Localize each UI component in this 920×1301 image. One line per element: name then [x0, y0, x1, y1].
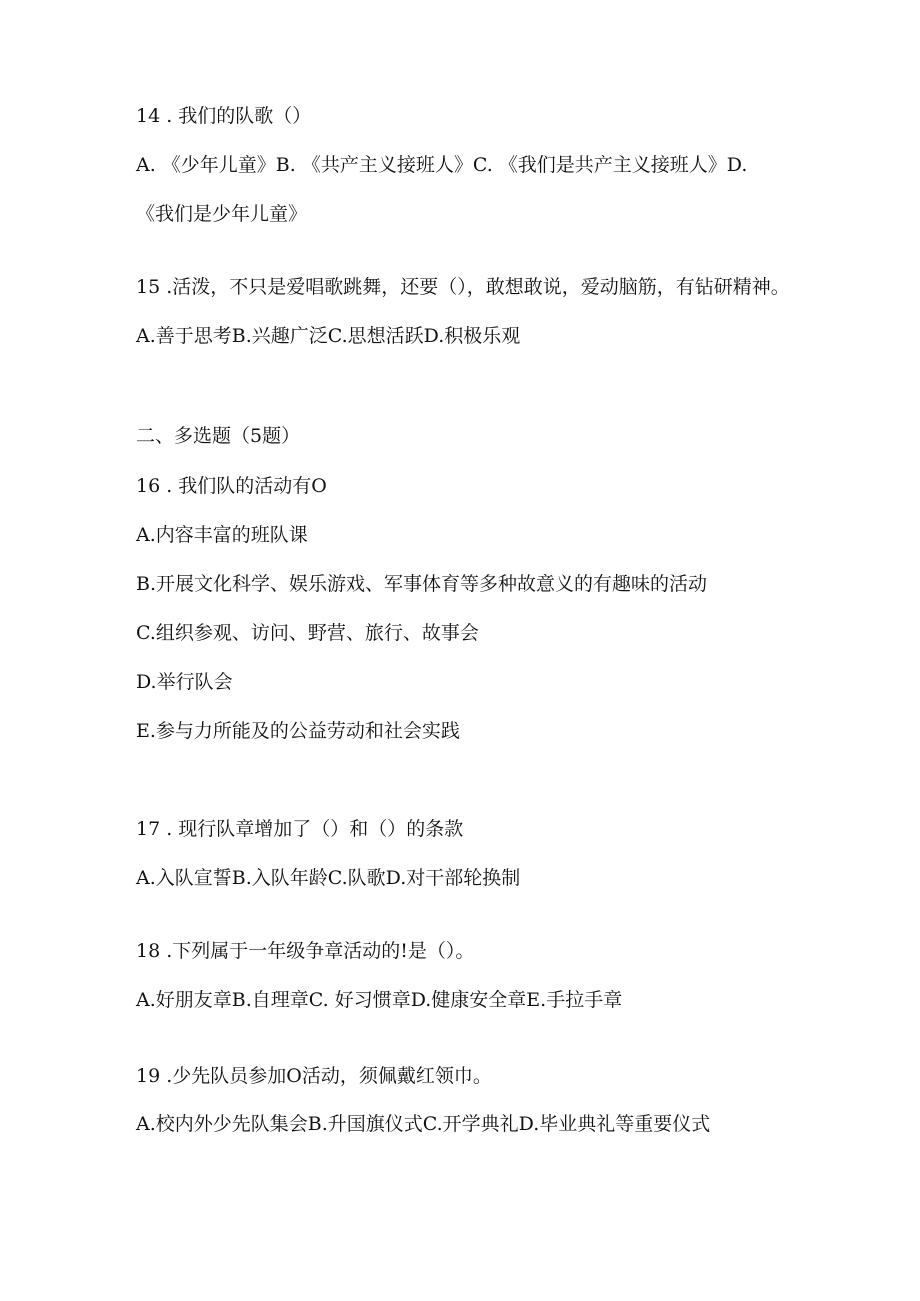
question-17-options: A.入队宣誓B.入队年龄C.队歌D.对干部轮换制 [136, 867, 521, 889]
question-15: 15 .活泼，不只是爱唱歌跳舞，还要（），敢想敢说，爱动脑筋，有钻研精神。 [136, 276, 790, 298]
question-16-option-c: C.组织参观、访问、野营、旅行、故事会 [136, 622, 479, 644]
question-19: 19 .少先队员参加O活动，须佩戴红领巾。 [136, 1065, 492, 1087]
question-14-options: A. 《少年儿童》B. 《共产主义接班人》C. 《我们是共产主义接班人》D. [136, 154, 748, 176]
question-16-option-b: B.开展文化科学、娱乐游戏、军事体育等多种故意义的有趣味的活动 [136, 573, 708, 595]
question-14-options-continued: 《我们是少年儿童》 [136, 203, 308, 225]
section-heading-multiple-choice: 二、多选题（5题） [136, 425, 301, 447]
question-17: 17 . 现行队章增加了（）和（）的条款 [136, 818, 464, 840]
question-16: 16 . 我们队的活动有O [136, 475, 327, 497]
question-18: 18 .下列属于一年级争章活动的!是（）。 [136, 940, 475, 962]
question-16-option-a: A.内容丰富的班队课 [136, 524, 308, 546]
question-19-options: A.校内外少先队集会B.升国旗仪式C.开学典礼D.毕业典礼等重要仪式 [136, 1113, 711, 1135]
question-14: 14 . 我们的队歌（） [136, 105, 312, 127]
question-16-option-e: E.参与力所能及的公益劳动和社会实践 [136, 720, 460, 742]
question-16-option-d: D.举行队会 [136, 671, 233, 693]
question-18-options: A.好朋友章B.自理章C. 好习惯章D.健康安全章E.手拉手章 [136, 989, 623, 1011]
question-15-options: A.善于思考B.兴趣广泛C.思想活跃D.积极乐观 [136, 325, 521, 347]
